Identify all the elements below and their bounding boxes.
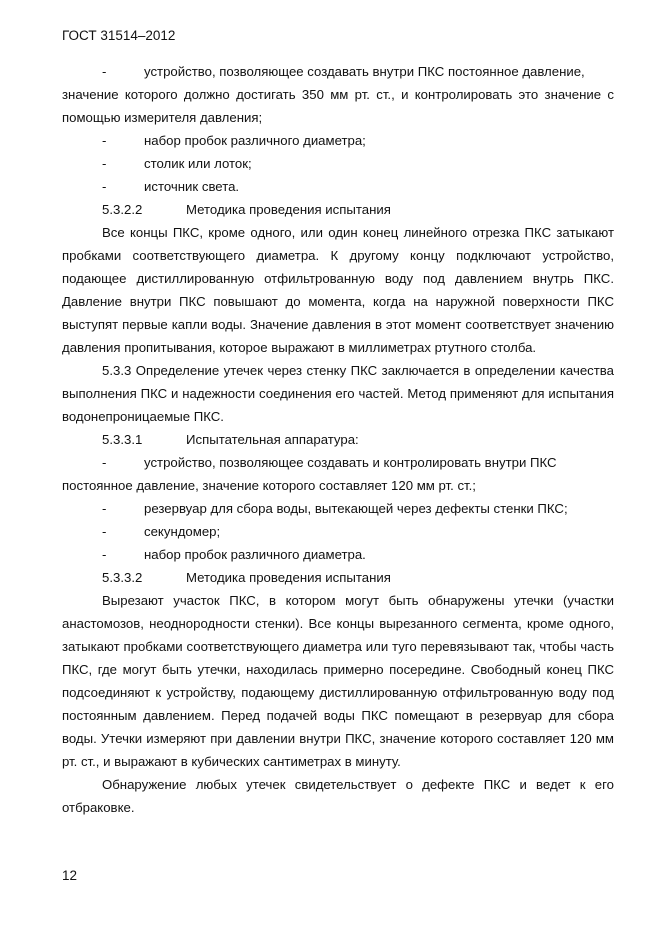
section-number: 5.3.3.1 [102,432,143,447]
page-number: 12 [62,868,78,883]
section-heading [62,428,614,451]
page-header: ГОСТ 31514–2012 [62,28,176,43]
list-dash: - [102,547,107,562]
list-item-text: устройство, позволяющее создавать внутри ПКС постоянное давление, [144,64,585,79]
section-title: Испытательная аппаратура: [186,432,359,447]
document-body [62,60,614,819]
paragraph: Обнаружение любых утечек свидетельствует о дефекте ПКС и ведет к его отбраковке. [62,777,614,815]
section-number: 5.3.3.2 [102,570,143,585]
list-item [62,543,614,566]
list-item-text: столик или лоток; [144,156,252,171]
section-title: Методика проведения испытания [186,570,391,585]
list-dash: - [102,524,107,539]
list-dash: - [102,64,107,79]
paragraph: Все концы ПКС, кроме одного, или один конец линейного отрезка ПКС затыкают пробками соответствующего диаметра. К другому концу подключают устройство, подающее дистиллированную отфильтрованную воду под давлением внутрь ПКС. Давление внутри ПКС повышают до момента, когда на наружной поверхности ПКС выступят первые капли воды. Значение давления в этот момент соответствует значению давления пропитывания, которое выражают в миллиметрах ртутного столба. [62,225,614,355]
list-item [62,152,614,175]
list-item-text: секундомер; [144,524,221,539]
list-item [62,60,614,83]
section-heading [62,566,614,589]
list-dash: - [102,455,107,470]
list-item [62,129,614,152]
section-title: Методика проведения испытания [186,202,391,217]
list-dash: - [102,501,107,516]
paragraph: Вырезают участок ПКС, в котором могут быть обнаружены утечки (участки анастомозов, неоднородности стенки). Все концы вырезанного сегмента, кроме одного, затыкают пробками соответствующего диаметра или туго перевязывают так, чтобы часть ПКС, где могут быть утечки, находилась примерно посередине. Свободный конец ПКС подсоединяют к устройству, подающему дистиллированную отфильтрованную воду под постоянным давлением. Перед подачей воды ПКС помещают в резервуар для сбора воды. Утечки измеряют при давлении внутри ПКС, значение которого составляет 120 мм рт. ст., и выражают в кубических сантиметрах в минуту. [62,593,614,769]
section-heading [62,198,614,221]
paragraph: 5.3.3 Определение утечек через стенку ПКС заключается в определении качества выполнения ПКС и надежности соединения его частей. Метод применяют для испытания водонепроницаемые ПКС. [62,363,614,424]
list-dash: - [102,156,107,171]
list-item [62,451,614,474]
list-item-text: набор пробок различного диаметра; [144,133,366,148]
list-item-text: устройство, позволяющее создавать и контролировать внутри ПКС [144,455,557,470]
list-item [62,497,614,520]
list-item-continuation: значение которого должно достигать 350 мм рт. ст., и контролировать это значение с помощью измерителя давления; [62,87,614,125]
list-item [62,175,614,198]
list-dash: - [102,179,107,194]
list-item [62,520,614,543]
section-number: 5.3.2.2 [102,202,143,217]
list-item-continuation: постоянное давление, значение которого составляет 120 мм рт. ст.; [62,478,476,493]
list-item-text: набор пробок различного диаметра. [144,547,366,562]
list-item-text: резервуар для сбора воды, вытекающей через дефекты стенки ПКС; [144,501,568,516]
list-item-text: источник света. [144,179,240,194]
list-dash: - [102,133,107,148]
